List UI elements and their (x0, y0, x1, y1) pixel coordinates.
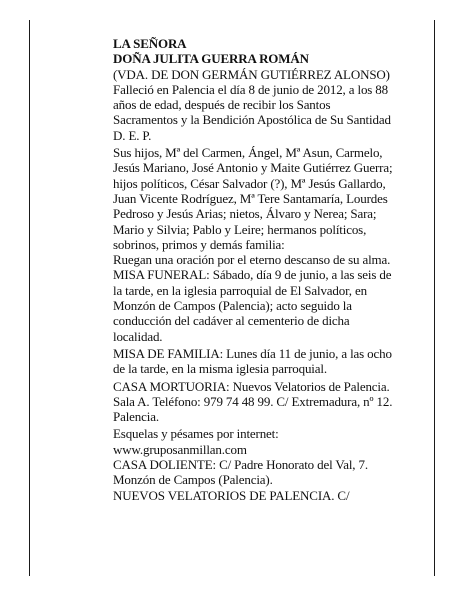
footer-line: NUEVOS VELATORIOS DE PALENCIA. C/ (113, 487, 350, 503)
funeral-home-paragraph (113, 379, 431, 425)
funeral-home-line: Palencia. (113, 409, 159, 425)
frame-left-border (29, 20, 30, 576)
widow-line: (VDA. DE DON GERMÁN GUTIÉRREZ ALONSO) (113, 66, 390, 82)
family-line: Mario y Silvia; Pablo y Leire; hermanos políticos, (113, 221, 367, 237)
funeral-mass-line: conducción del cadáver al cementerio de dicha (113, 313, 350, 329)
funeral-mass-line: Monzón de Campos (Palencia); acto seguido la (113, 298, 352, 314)
death-notice-paragraph (113, 82, 431, 143)
family-paragraph (113, 145, 431, 252)
family-line: Jesús Mariano, José Antonio y Maite Gutiérrez Guerra; (113, 160, 393, 176)
footer-paragraph (113, 488, 431, 503)
mourning-house-line: CASA DOLIENTE: C/ Padre Honorato del Val, 7. (113, 457, 368, 473)
obituary-notice (113, 36, 431, 503)
title-line: LA SEÑORA (113, 36, 187, 51)
family-line: Pedroso y Jesús Arias; nietos, Álvaro y Nerea; Sara; (113, 206, 377, 222)
funeral-home-line: Sala A. Teléfono: 979 74 48 99. C/ Extremadura, nº 12. (113, 393, 393, 409)
family-line: Juan Vicente Rodríguez, Mª Tere Santamaría, Lourdes (113, 190, 388, 206)
mourning-house-line: Monzón de Campos (Palencia). (113, 472, 273, 488)
funeral-mass-line: localidad. (113, 328, 163, 344)
prayer-line: Ruegan una oración por el eterno descanso de su alma. (113, 252, 391, 268)
internet-paragraph (113, 426, 431, 457)
funeral-mass-line: MISA FUNERAL: Sábado, día 9 de junio, a las seis de (113, 267, 392, 283)
death-notice-line: D. E. P. (113, 127, 152, 143)
family-line: sobrinos, primos y demás familia: (113, 236, 285, 252)
internet-line: Esquelas y pésames por internet: (113, 426, 279, 442)
family-mass-paragraph (113, 346, 431, 377)
death-notice-line: años de edad, después de recibir los Santos (113, 97, 331, 113)
death-notice-line: Falleció en Palencia el día 8 de junio de 2012, a los 88 (113, 81, 388, 97)
family-mass-line: MISA DE FAMILIA: Lunes día 11 de junio, a las ocho (113, 345, 392, 361)
deceased-name: DOÑA JULITA GUERRA ROMÁN (113, 51, 309, 67)
family-line: Sus hijos, Mª del Carmen, Ángel, Mª Asun, Carmelo, (113, 145, 383, 161)
frame-right-border (434, 20, 435, 576)
mourning-house-paragraph (113, 457, 431, 488)
family-line: hijos políticos, César Salvador (?), Mª Jesús Gallardo, (113, 175, 386, 191)
prayer-paragraph (113, 252, 431, 267)
death-notice-line: Sacramentos y la Bendición Apostólica de Su Santidad (113, 112, 391, 128)
website-link: www.gruposanmillan.com (113, 441, 247, 457)
funeral-mass-line: la tarde, en la iglesia parroquial de El Salvador, en (113, 282, 367, 298)
funeral-mass-paragraph (113, 267, 431, 343)
funeral-home-line: CASA MORTUORIA: Nuevos Velatorios de Palencia. (113, 378, 390, 394)
family-mass-line: de la tarde, en la misma iglesia parroquial. (113, 361, 327, 377)
